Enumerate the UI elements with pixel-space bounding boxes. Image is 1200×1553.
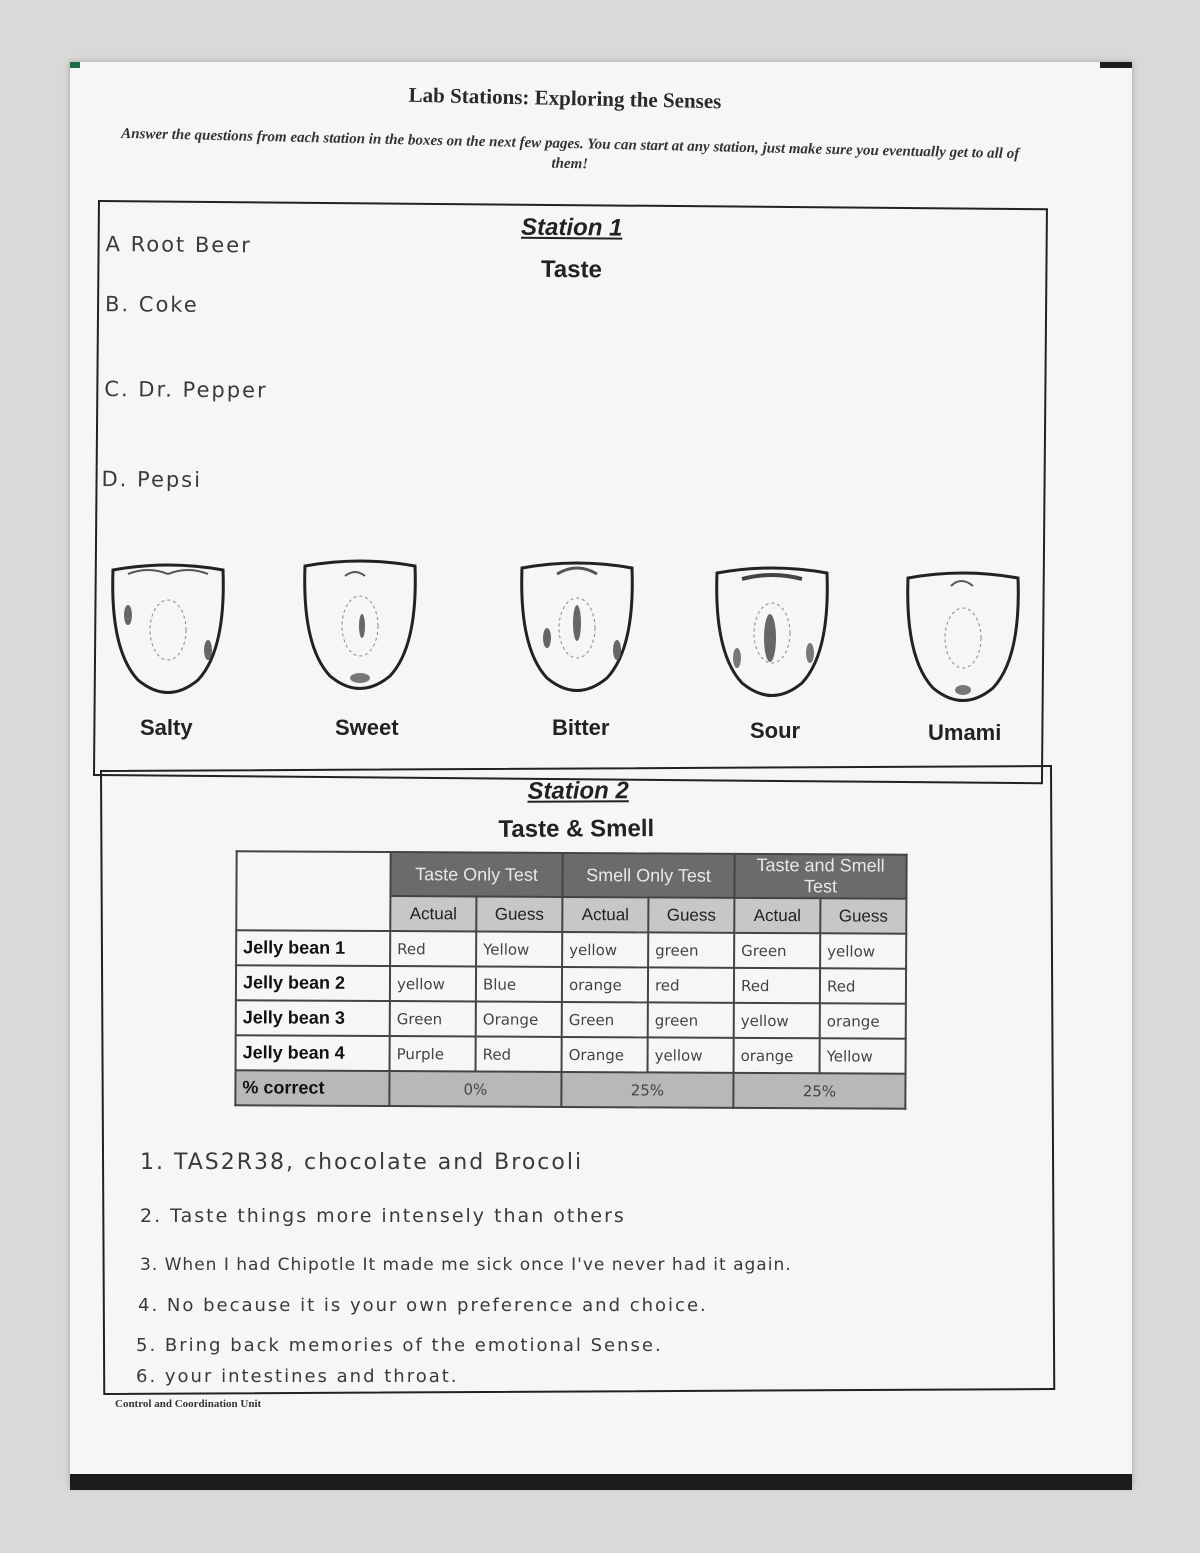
page-title: Lab Stations: Exploring the Senses (408, 82, 722, 114)
percent-taste-and-smell: 25% (733, 1073, 905, 1109)
subheader-guess: Guess (476, 897, 562, 932)
row-label: Jelly bean 2 (236, 965, 390, 1001)
station-2-answer-6: 6. your intestines and throat. (136, 1366, 459, 1387)
table-cell: Orange (562, 1037, 648, 1072)
table-cell: green (648, 932, 734, 967)
table-cell: Orange (476, 1002, 562, 1037)
table-cell: orange (734, 1038, 820, 1073)
table-cell: red (648, 967, 734, 1002)
jelly-bean-table (234, 850, 907, 1110)
table-cell: orange (562, 967, 648, 1002)
table-row (236, 965, 906, 1004)
station-2-answer-2: 2. Taste things more intensely than others (140, 1205, 626, 1227)
station-2-answer-1: 1. TAS2R38, chocolate and Brocoli (140, 1150, 584, 1175)
tongue-sweet-diagram (300, 556, 420, 696)
header-smell-only: Smell Only Test (562, 853, 734, 898)
table-row (236, 1000, 906, 1039)
station-2-subtitle: Taste & Smell (498, 815, 655, 843)
subheader-actual: Actual (734, 898, 820, 933)
station-2-answer-3: 3. When I had Chipotle It made me sick once I've never had it again. (140, 1255, 792, 1275)
station-2-answer-4: 4. No because it is your own preference and choice. (138, 1295, 708, 1316)
tongue-label-salty: Salty (140, 715, 193, 740)
table-cell: Purple (390, 1036, 476, 1071)
subheader-actual: Actual (390, 896, 476, 931)
header-taste-and-smell: Taste and Smell Test (734, 854, 906, 899)
station-1-subtitle: Taste (540, 255, 602, 284)
station-1-answer-d: D. Pepsi (101, 467, 203, 492)
table-cell: yellow (820, 933, 906, 968)
subheader-guess: Guess (648, 897, 734, 932)
tongue-salty-diagram (108, 560, 228, 700)
tongue-label-umami: Umami (928, 720, 1002, 745)
table-cell: yellow (562, 932, 648, 967)
tongue-label-sour: Sour (750, 718, 801, 743)
table-cell: Green (390, 1001, 476, 1036)
table-cell: orange (820, 1003, 906, 1038)
table-cell: yellow (390, 966, 476, 1001)
subheader-guess: Guess (820, 898, 906, 933)
table-cell: yellow (648, 1037, 734, 1072)
station-1-answer-a: A Root Beer (105, 232, 252, 258)
station-2-answer-5: 5. Bring back memories of the emotional Sense. (136, 1335, 663, 1356)
table-cell: Yellow (820, 1038, 906, 1073)
instructions: Answer the questions from each station in the boxes on the next few pages. You can start at any station, just make sure you eventually get to all of them! (121, 125, 1020, 173)
station-1-label: Station 1 (520, 213, 623, 242)
row-label: Jelly bean 4 (236, 1035, 390, 1071)
station-1-answer-b: B. Coke (104, 292, 199, 317)
table-cell: Green (562, 1002, 648, 1037)
table-cell: Red (820, 968, 906, 1003)
tongue-label-bitter: Bitter (552, 715, 610, 740)
table-row (236, 1035, 906, 1074)
footer-unit: Control and Coordination Unit (115, 1398, 262, 1410)
percent-smell-only: 25% (561, 1072, 733, 1108)
percent-correct-label: % correct (235, 1070, 389, 1106)
station-1-answer-c: C. Dr. Pepper (104, 377, 268, 403)
table-cell: Blue (476, 967, 562, 1002)
table-cell: Red (734, 968, 820, 1003)
subheader-actual: Actual (562, 897, 648, 932)
station-2-label: Station 2 (527, 777, 629, 805)
table-row (236, 930, 906, 969)
table-cell: Yellow (476, 932, 562, 967)
table-cell: Red (476, 1037, 562, 1072)
table-cell: yellow (734, 1003, 820, 1038)
header-taste-only: Taste Only Test (390, 852, 562, 897)
tongue-sour-diagram (712, 563, 832, 703)
page-edge-mark (1100, 62, 1132, 68)
table-corner (236, 851, 390, 931)
tongue-bitter-diagram (517, 558, 637, 698)
percent-taste-only: 0% (389, 1071, 561, 1107)
table-cell: green (648, 1002, 734, 1037)
tongue-umami-diagram (903, 568, 1023, 708)
table-cell: Green (734, 933, 820, 968)
page-edge-mark (70, 62, 80, 68)
row-label: Jelly bean 1 (236, 930, 390, 966)
table-cell: Red (390, 931, 476, 966)
page-bottom-edge (70, 1474, 1132, 1490)
tongue-label-sweet: Sweet (335, 715, 399, 740)
percent-correct-row (235, 1070, 905, 1109)
row-label: Jelly bean 3 (236, 1000, 390, 1036)
